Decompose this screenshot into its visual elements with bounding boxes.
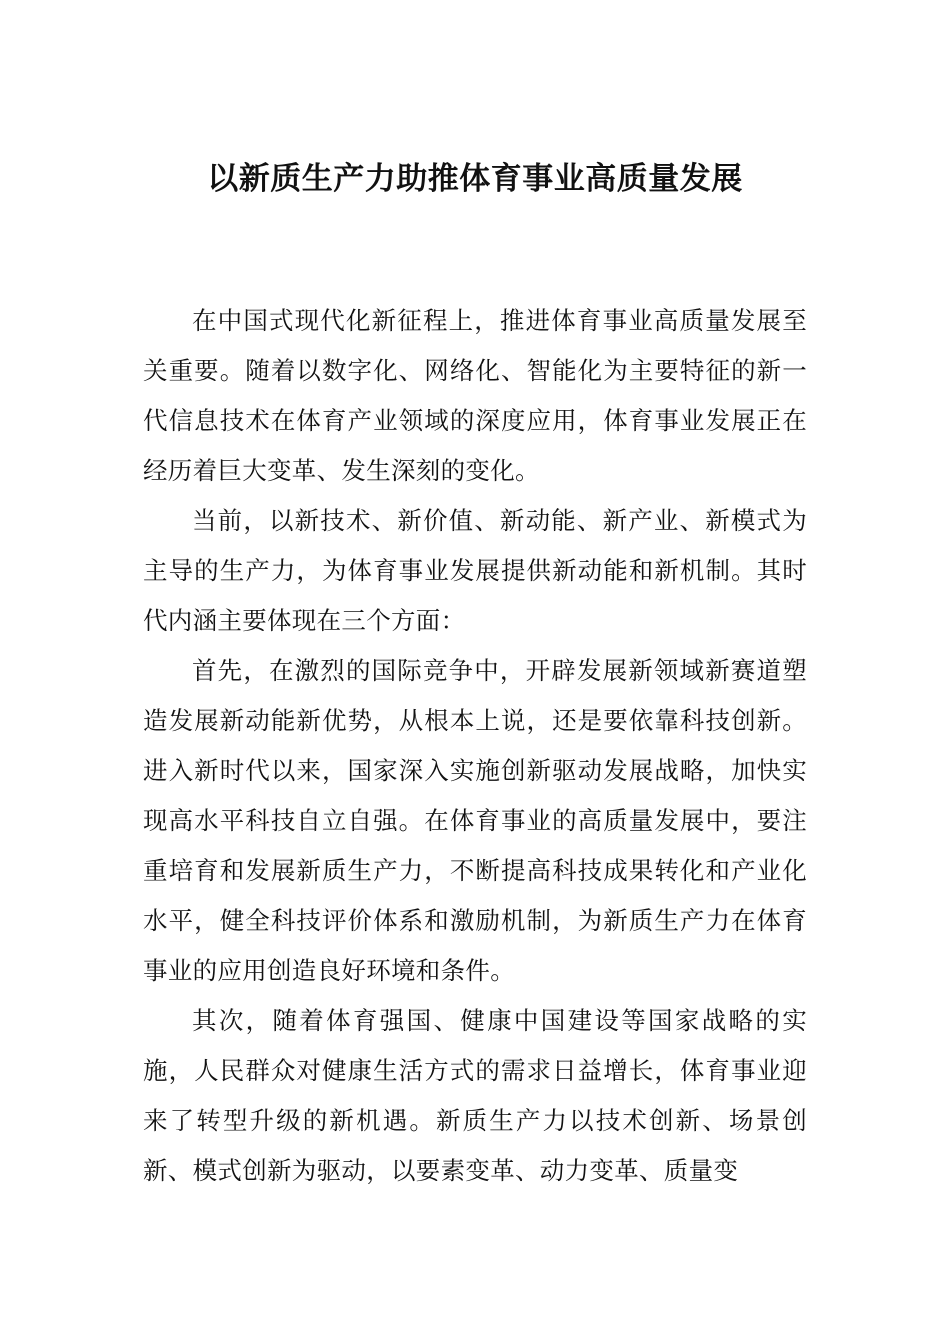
paragraph-current: 当前，以新技术、新价值、新动能、新产业、新模式为主导的生产力，为体育事业发展提供新动能和新机制。其时代内涵主要体现在三个方面： [143, 506, 807, 635]
paragraph-first: 首先，在激烈的国际竞争中，开辟发展新领域新赛道塑造发展新动能新优势，从根本上说，还是要依靠科技创新。进入新时代以来，国家深入实施创新驱动发展战略，加快实现高水平科技自立自强。在体育事业的高质量发展中，要注重培育和发展新质生产力，不断提高科技成果转化和产业化水平，健全科技评价体系和激励机制，为新质生产力在体育事业的应用创造良好环境和条件。 [143, 656, 807, 985]
paragraph-intro: 在中国式现代化新征程上，推进体育事业高质量发展至关重要。随着以数字化、网络化、智能化为主要特征的新一代信息技术在体育产业领域的深度应用，体育事业发展正在经历着巨大变革、发生深刻的变化。 [143, 306, 807, 485]
paragraph-second: 其次，随着体育强国、健康中国建设等国家战略的实施，人民群众对健康生活方式的需求日益增长，体育事业迎来了转型升级的新机遇。新质生产力以技术创新、场景创新、模式创新为驱动，以要素变革、动力变革、质量变 [143, 1006, 807, 1185]
document-title: 以新质生产力助推体育事业高质量发展 [207, 161, 743, 197]
document-body [143, 296, 807, 1196]
